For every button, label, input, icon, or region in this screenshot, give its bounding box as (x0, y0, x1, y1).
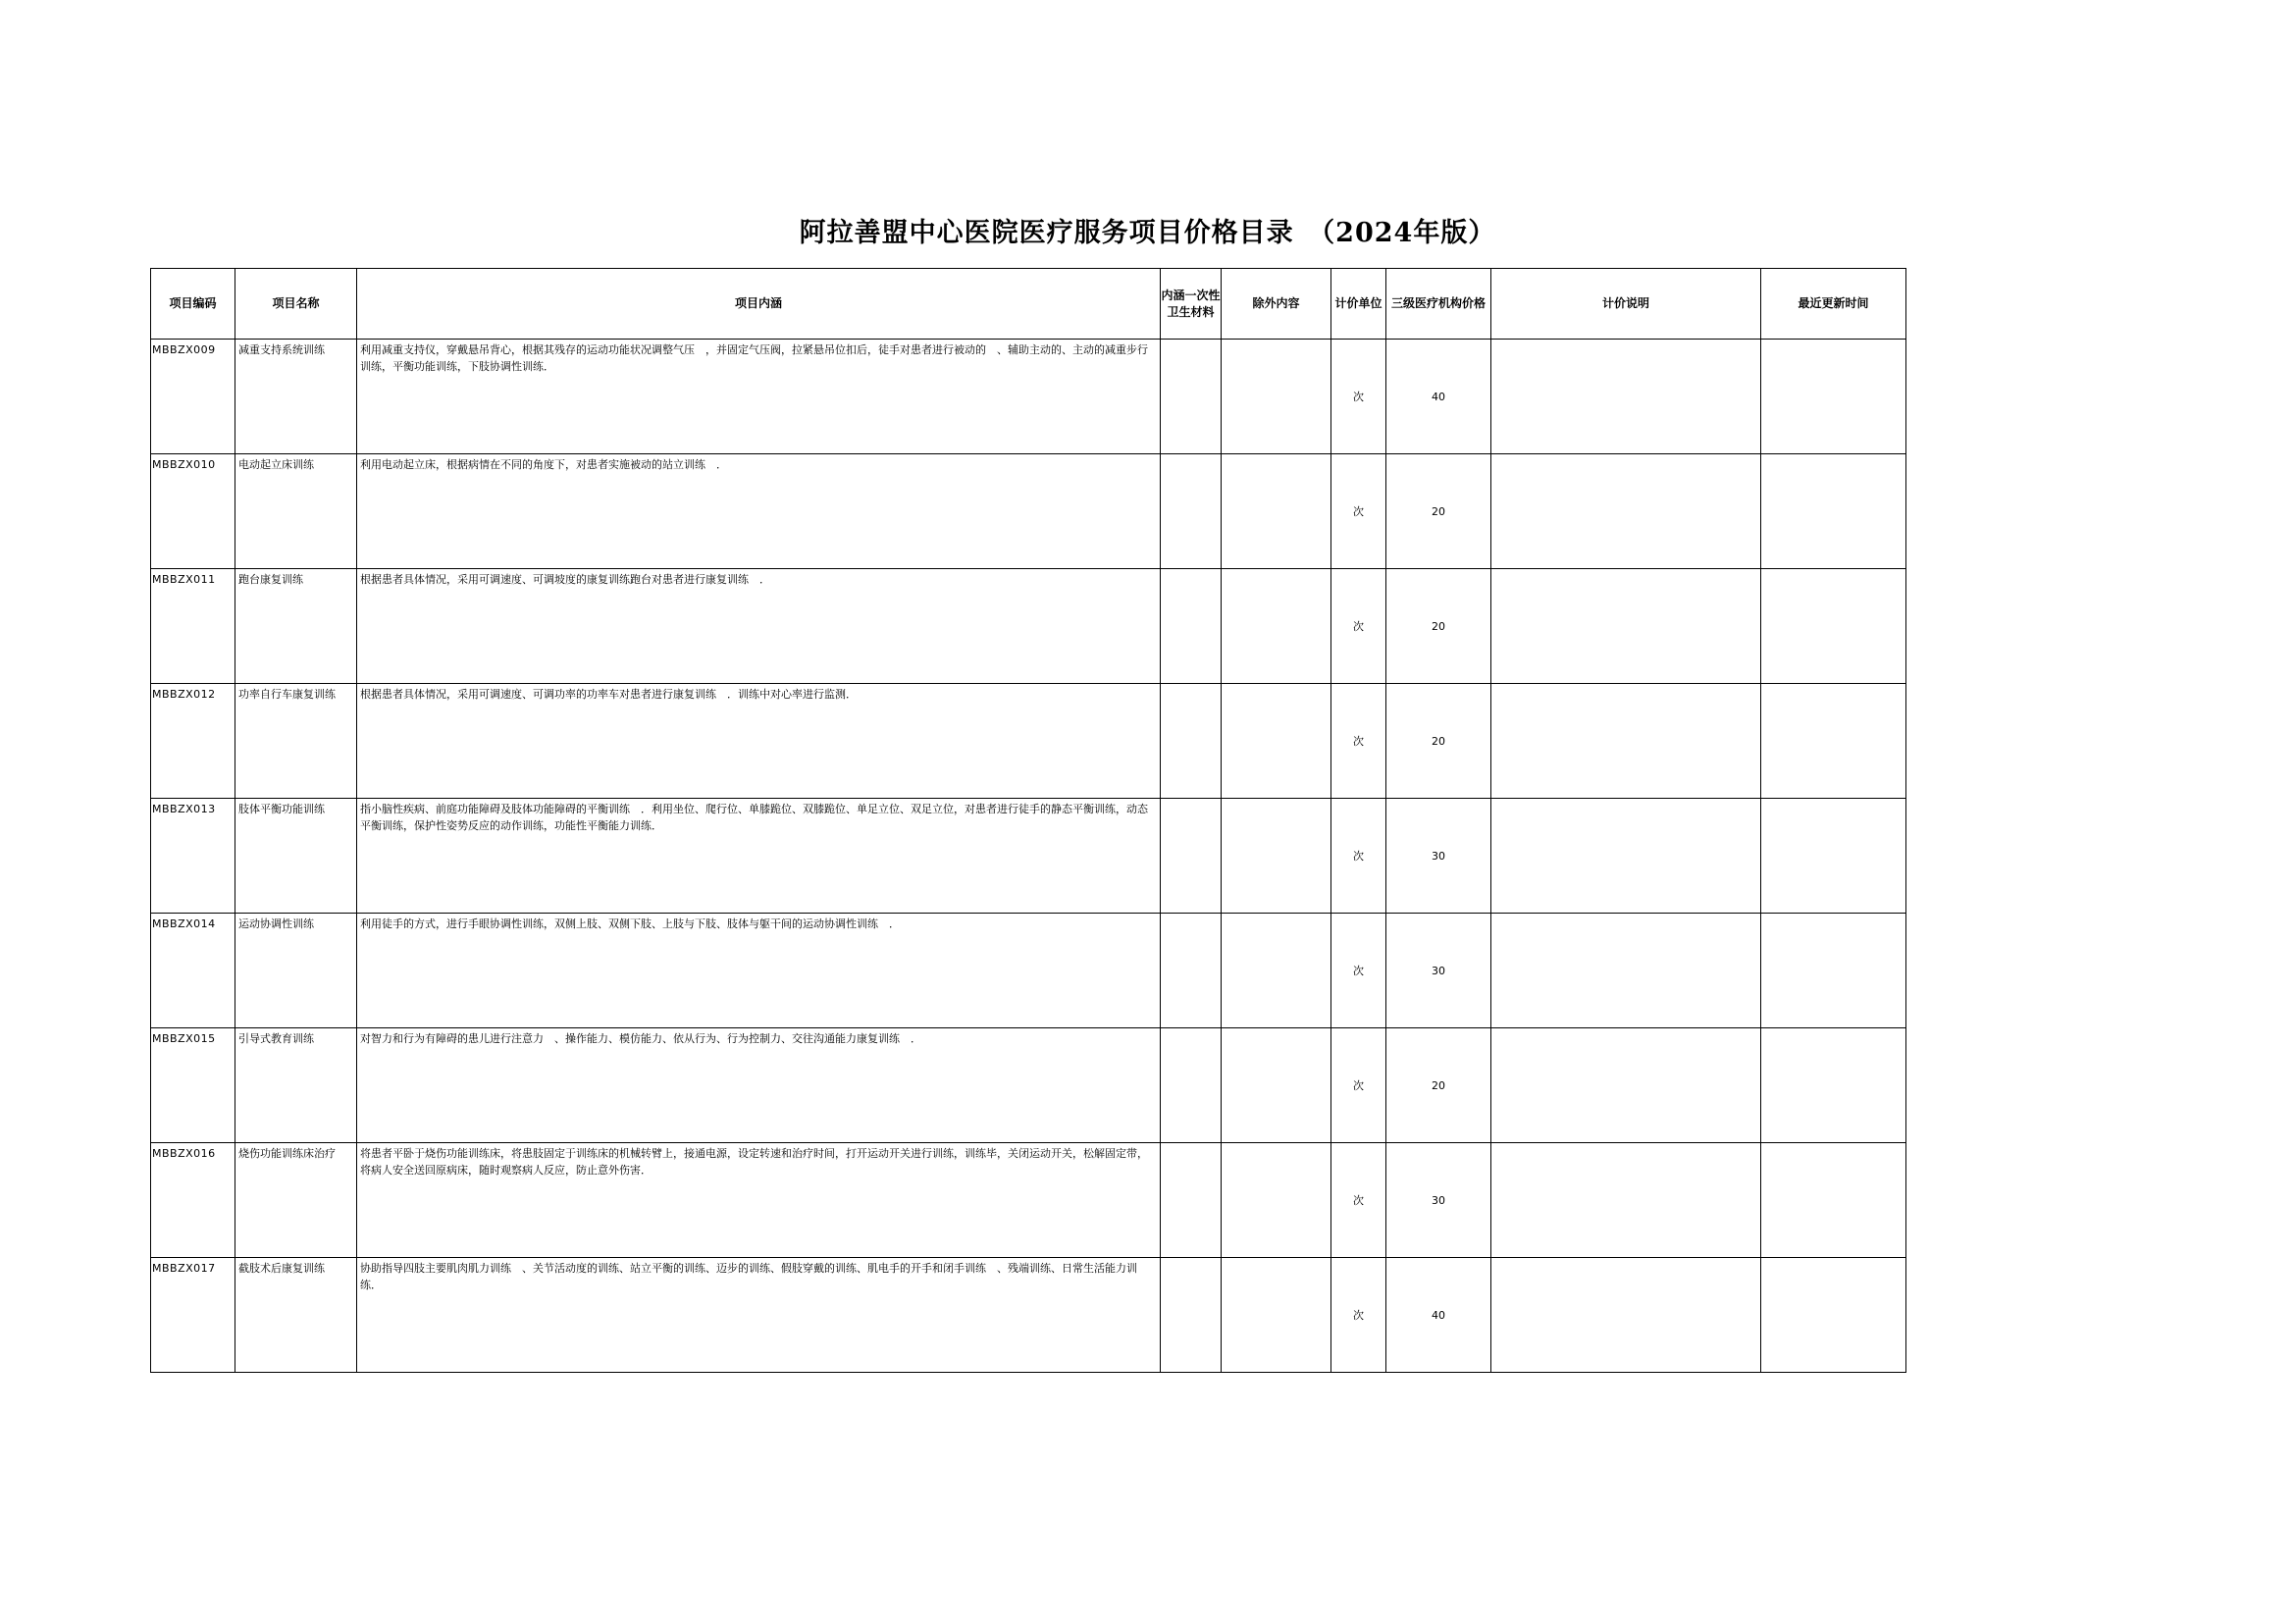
item-materials (1161, 1143, 1222, 1258)
item-name: 功率自行车康复训练 (235, 684, 357, 799)
item-code: MBBZX017 (151, 1258, 235, 1373)
table-row (151, 799, 1906, 914)
header-excluded: 除外内容 (1222, 269, 1331, 340)
item-updated (1761, 799, 1906, 914)
item-price: 20 (1386, 1028, 1491, 1143)
item-excluded (1222, 799, 1331, 914)
header-materials: 内涵一次性卫生材料 (1161, 269, 1222, 340)
item-updated (1761, 1143, 1906, 1258)
item-content: 利用减重支持仪，穿戴悬吊背心，根据其残存的运动功能状况调整气压 ，并固定气压阀，拉紧悬吊位扣后，徒手对患者进行被动的 、辅助主动的、主动的减重步行训练，平衡功能训练，下肢协调性训练． (357, 340, 1161, 454)
header-code: 项目编码 (151, 269, 235, 340)
item-content: 利用徒手的方式，进行手眼协调性训练，双侧上肢、双侧下肢、上肢与下肢、肢体与躯干间的运动协调性训练 ． (357, 914, 1161, 1028)
item-updated (1761, 569, 1906, 684)
table-row (151, 1258, 1906, 1373)
item-price: 20 (1386, 569, 1491, 684)
item-excluded (1222, 454, 1331, 569)
item-materials (1161, 914, 1222, 1028)
item-excluded (1222, 1028, 1331, 1143)
item-name: 运动协调性训练 (235, 914, 357, 1028)
table-row (151, 684, 1906, 799)
item-note (1491, 1143, 1761, 1258)
item-unit: 次 (1331, 684, 1386, 799)
item-name: 跑台康复训练 (235, 569, 357, 684)
item-code: MBBZX016 (151, 1143, 235, 1258)
item-note (1491, 914, 1761, 1028)
item-materials (1161, 1258, 1222, 1373)
header-row (151, 269, 1906, 340)
item-content: 指小脑性疾病、前庭功能障碍及肢体功能障碍的平衡训练 ．利用坐位、爬行位、单膝跪位、双膝跪位、单足立位、双足立位，对患者进行徒手的静态平衡训练，动态平衡训练，保护性姿势反应的动作训练，功能性平衡能力训练． (357, 799, 1161, 914)
item-excluded (1222, 684, 1331, 799)
item-unit: 次 (1331, 454, 1386, 569)
item-updated (1761, 1258, 1906, 1373)
item-price: 40 (1386, 340, 1491, 454)
item-note (1491, 684, 1761, 799)
item-name: 减重支持系统训练 (235, 340, 357, 454)
item-unit: 次 (1331, 340, 1386, 454)
item-note (1491, 1258, 1761, 1373)
item-updated (1761, 684, 1906, 799)
item-excluded (1222, 569, 1331, 684)
item-code: MBBZX009 (151, 340, 235, 454)
item-updated (1761, 1028, 1906, 1143)
item-price: 30 (1386, 914, 1491, 1028)
item-updated (1761, 340, 1906, 454)
item-code: MBBZX013 (151, 799, 235, 914)
table-row (151, 454, 1906, 569)
item-name: 引导式教育训练 (235, 1028, 357, 1143)
item-unit: 次 (1331, 1258, 1386, 1373)
table-row (151, 1143, 1906, 1258)
item-content: 根据患者具体情况，采用可调速度、可调功率的功率车对患者进行康复训练 ．训练中对心率进行监测． (357, 684, 1161, 799)
item-materials (1161, 684, 1222, 799)
item-unit: 次 (1331, 569, 1386, 684)
item-note (1491, 1028, 1761, 1143)
header-price: 三级医疗机构价格 (1386, 269, 1491, 340)
item-materials (1161, 1028, 1222, 1143)
item-excluded (1222, 340, 1331, 454)
item-unit: 次 (1331, 914, 1386, 1028)
item-name: 电动起立床训练 (235, 454, 357, 569)
item-note (1491, 569, 1761, 684)
item-materials (1161, 454, 1222, 569)
item-name: 截肢术后康复训练 (235, 1258, 357, 1373)
price-table (150, 268, 1906, 1373)
item-content: 利用电动起立床，根据病情在不同的角度下，对患者实施被动的站立训练 ． (357, 454, 1161, 569)
item-excluded (1222, 914, 1331, 1028)
item-note (1491, 340, 1761, 454)
table-row (151, 569, 1906, 684)
item-note (1491, 454, 1761, 569)
item-excluded (1222, 1143, 1331, 1258)
item-unit: 次 (1331, 1143, 1386, 1258)
table-row (151, 914, 1906, 1028)
item-materials (1161, 340, 1222, 454)
item-materials (1161, 799, 1222, 914)
item-materials (1161, 569, 1222, 684)
header-content: 项目内涵 (357, 269, 1161, 340)
item-price: 40 (1386, 1258, 1491, 1373)
item-content: 根据患者具体情况，采用可调速度、可调坡度的康复训练跑台对患者进行康复训练 ． (357, 569, 1161, 684)
item-updated (1761, 454, 1906, 569)
header-updated: 最近更新时间 (1761, 269, 1906, 340)
header-unit: 计价单位 (1331, 269, 1386, 340)
item-price: 20 (1386, 454, 1491, 569)
item-price: 20 (1386, 684, 1491, 799)
item-code: MBBZX014 (151, 914, 235, 1028)
item-content: 协助指导四肢主要肌肉肌力训练 、关节活动度的训练、站立平衡的训练、迈步的训练、假肢穿戴的训练、肌电手的开手和闭手训练 、残端训练、日常生活能力训练． (357, 1258, 1161, 1373)
document-title: 阿拉善盟中心医院医疗服务项目价格目录 （2024年版） (799, 218, 1496, 248)
header-name: 项目名称 (235, 269, 357, 340)
item-code: MBBZX010 (151, 454, 235, 569)
item-content: 对智力和行为有障碍的患儿进行注意力 、操作能力、模仿能力、依从行为、行为控制力、交往沟通能力康复训练 ． (357, 1028, 1161, 1143)
item-price: 30 (1386, 1143, 1491, 1258)
item-price: 30 (1386, 799, 1491, 914)
item-unit: 次 (1331, 1028, 1386, 1143)
item-note (1491, 799, 1761, 914)
item-updated (1761, 914, 1906, 1028)
item-code: MBBZX011 (151, 569, 235, 684)
header-note: 计价说明 (1491, 269, 1761, 340)
item-code: MBBZX015 (151, 1028, 235, 1143)
item-unit: 次 (1331, 799, 1386, 914)
item-name: 烧伤功能训练床治疗 (235, 1143, 357, 1258)
item-excluded (1222, 1258, 1331, 1373)
table-row (151, 340, 1906, 454)
item-name: 肢体平衡功能训练 (235, 799, 357, 914)
item-code: MBBZX012 (151, 684, 235, 799)
table-row (151, 1028, 1906, 1143)
item-content: 将患者平卧于烧伤功能训练床，将患肢固定于训练床的机械转臂上，接通电源，设定转速和治疗时间，打开运动开关进行训练，训练毕，关闭运动开关，松解固定带，将病人安全送回原病床，随时观察病人反应，防止意外伤害． (357, 1143, 1161, 1258)
